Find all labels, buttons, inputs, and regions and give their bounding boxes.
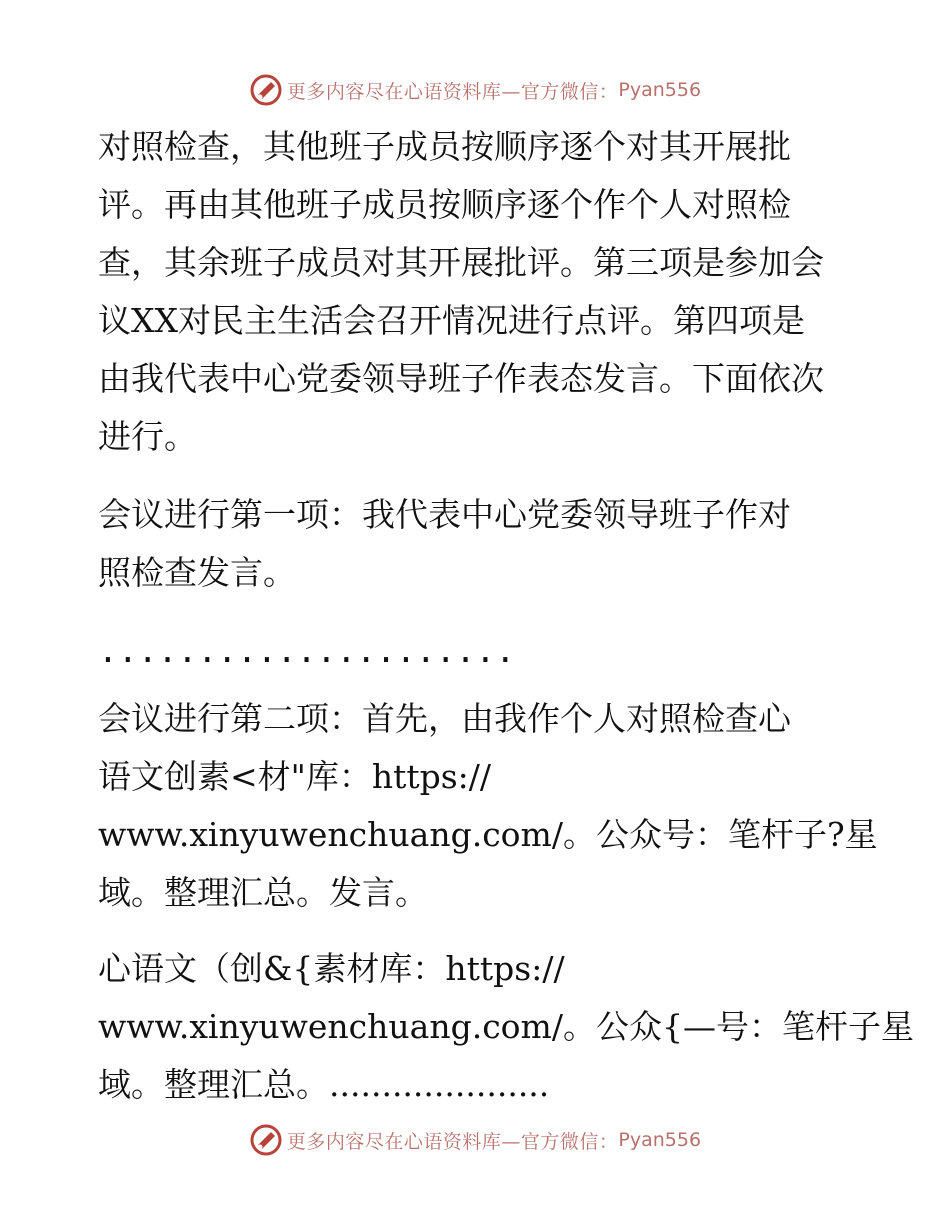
text-line: 进行。 — [98, 417, 197, 456]
text-line: 域。整理汇总。发言。 — [98, 873, 428, 912]
text-line: 对照检查，其他班子成员按顺序逐个对其开展批 — [98, 127, 791, 166]
paragraph-5 — [98, 940, 914, 1114]
paragraph-3 — [98, 622, 858, 680]
text-line: www.xinyuwenchuang.com/。公众号：笔杆子?星 — [98, 815, 878, 854]
text-line: 会议进行第一项：我代表中心党委领导班子作对 — [98, 495, 791, 534]
header-banner — [0, 70, 950, 110]
footer-banner — [0, 1120, 950, 1160]
text-line: 语文创素<材"库：https:// — [98, 757, 492, 796]
paragraph-2 — [98, 486, 858, 602]
text-line: 议XX对民主生活会召开情况进行点评。第四项是 — [98, 301, 805, 340]
text-line: 照检查发言。 — [98, 553, 296, 592]
logo-icon — [249, 73, 283, 107]
text-line: 评。再由其他班子成员按顺序逐个作个人对照检 — [98, 185, 791, 224]
dotted-line: ..................... — [98, 631, 516, 670]
logo-icon — [249, 1123, 283, 1157]
text-line: www.xinyuwenchuang.com/。公众{—号：笔杆子星 — [98, 1007, 914, 1046]
banner-text: 更多内容尽在心语资料库—官方微信： — [286, 80, 619, 103]
banner-text: 更多内容尽在心语资料库—官方微信： — [286, 1130, 619, 1153]
banner-wechat-id: Pyan556 — [618, 1129, 702, 1151]
text-line: 查，其余班子成员对其开展批评。第三项是参加会 — [98, 243, 824, 282]
banner-wechat-id: Pyan556 — [618, 79, 702, 101]
paragraph-4 — [98, 690, 878, 922]
text-line: 由我代表中心党委领导班子作表态发言。下面依次 — [98, 359, 824, 398]
text-line: 会议进行第二项：首先，由我作个人对照检查心 — [98, 699, 791, 738]
paragraph-1 — [98, 118, 858, 466]
text-line: 心语文（创&{素材库：https:// — [98, 949, 565, 988]
text-line: 域。整理汇总。..................... — [98, 1065, 550, 1104]
